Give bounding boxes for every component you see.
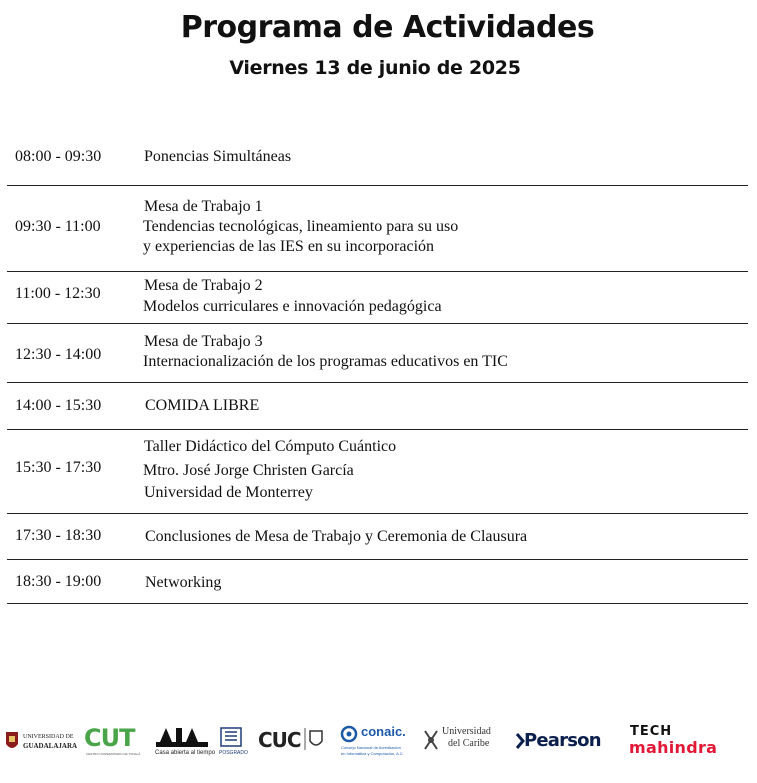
- conaic-name: conaic.: [361, 724, 406, 739]
- activity-detail: Mtro. José Jorge Christen García: [143, 462, 354, 479]
- row-divider: [7, 559, 748, 560]
- time-slot: 11:00 - 12:30: [15, 285, 101, 302]
- time-slot: 17:30 - 18:30: [15, 527, 102, 544]
- unam-crest-icon: [219, 726, 243, 748]
- page-subtitle: Viernes 13 de junio de 2025: [229, 57, 521, 79]
- tech-line2: mahindra: [629, 738, 718, 757]
- udg-crest-icon: [4, 730, 20, 754]
- time-slot: 14:00 - 15:30: [15, 397, 102, 414]
- cuc-crest-icon: [304, 728, 324, 750]
- activity-title: Mesa de Trabajo 1: [144, 198, 263, 215]
- uam-logo: [154, 726, 216, 762]
- caribe-line1: Universidad: [442, 726, 491, 737]
- uam-caption: Casa abierta al tiempo: [155, 750, 216, 756]
- pearson-name: Pearson: [524, 730, 601, 751]
- activity-title: Taller Didáctico del Cómputo Cuántico: [144, 438, 397, 455]
- time-slot: 18:30 - 19:00: [15, 573, 102, 590]
- row-divider: [7, 603, 748, 604]
- uam-symbol-icon: [156, 726, 208, 748]
- row-divider: [7, 513, 748, 514]
- activity-title: Conclusiones de Mesa de Trabajo y Ceremonia de Clausura: [145, 528, 528, 545]
- conaic-symbol-icon: [340, 725, 358, 743]
- activity-detail: Universidad de Monterrey: [144, 484, 313, 501]
- sponsor-logos: [0, 718, 757, 768]
- activity-detail: y experiencias de las IES en su incorporación: [143, 238, 435, 255]
- cut-mark: CUT: [84, 724, 135, 752]
- activity-title: Networking: [145, 574, 222, 591]
- techmahindra-logo: [629, 724, 741, 760]
- time-slot: 12:30 - 14:00: [15, 346, 102, 363]
- activity-title: COMIDA LIBRE: [145, 397, 260, 414]
- time-slot: 09:30 - 11:00: [15, 218, 101, 235]
- activity-title: Mesa de Trabajo 3: [144, 333, 263, 350]
- udg-line2: GUADALAJARA: [23, 742, 78, 750]
- caribe-logo: [422, 724, 498, 760]
- unam-caption: POSGRADO: [219, 750, 248, 756]
- udg-line1: UNIVERSIDAD DE: [23, 734, 74, 740]
- tech-line1: TECH: [630, 724, 673, 739]
- udg-logo: [4, 726, 76, 758]
- conaic-line1: Consejo Nacional de Acreditación: [341, 745, 401, 750]
- row-divider: [7, 271, 748, 272]
- row-divider: [7, 185, 748, 186]
- cuc-mark: CUC: [258, 728, 301, 752]
- caribe-symbol-icon: [422, 728, 440, 752]
- page-title: Programa de Actividades: [180, 10, 595, 45]
- conaic-logo: [340, 724, 412, 762]
- unam-logo: [219, 726, 248, 760]
- row-divider: [7, 323, 748, 324]
- activity-title: Ponencias Simultáneas: [144, 148, 292, 165]
- caribe-line2: del Caribe: [448, 738, 490, 749]
- row-divider: [7, 382, 748, 383]
- time-slot: 08:00 - 09:30: [15, 148, 102, 165]
- conaic-line2: en Informática y Computación, A.C.: [341, 751, 404, 756]
- activity-detail: Internacionalización de los programas educativos en TIC: [143, 353, 508, 370]
- pearson-logo: [515, 730, 607, 756]
- activity-detail: Tendencias tecnológicas, lineamiento para su uso: [143, 218, 459, 235]
- cuc-logo: [258, 728, 328, 758]
- activity-title: Mesa de Trabajo 2: [144, 277, 263, 294]
- row-divider: [7, 429, 748, 430]
- cut-caption: CENTRO UNIVERSITARIO DE TONALÁ: [86, 752, 141, 756]
- activity-detail: Modelos curriculares e innovación pedagógica: [143, 298, 442, 315]
- cut-logo: [84, 724, 148, 760]
- time-slot: 15:30 - 17:30: [15, 459, 102, 476]
